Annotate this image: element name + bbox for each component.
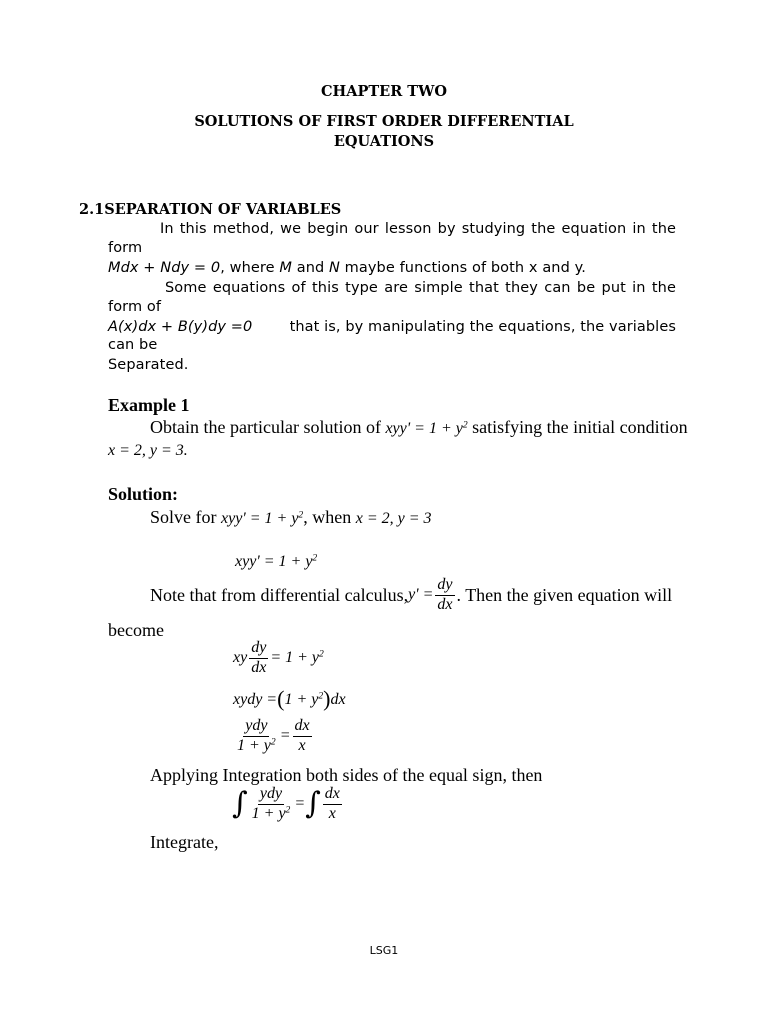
ode-lhs: xyy' = 1 + y bbox=[385, 420, 463, 437]
tail: dx bbox=[330, 691, 346, 708]
integrate-line: Integrate, bbox=[150, 832, 219, 852]
text-fragment: , where bbox=[220, 260, 280, 276]
denominator bbox=[235, 737, 278, 755]
numerator: dy bbox=[249, 640, 268, 659]
numerator: dx bbox=[293, 718, 312, 737]
text-fragment: Obtain the particular solution of bbox=[150, 417, 386, 437]
chapter-heading: CHAPTER TWO bbox=[320, 83, 448, 100]
ode-lhs: xyy' = 1 + y bbox=[235, 553, 313, 570]
rhs: = 1 + y bbox=[270, 649, 320, 667]
initial-condition: x = 2, y = 3. bbox=[108, 442, 188, 459]
dy-dx-fraction bbox=[249, 640, 268, 677]
section-heading bbox=[79, 201, 341, 218]
text-fragment: Note that from differential calculus, bbox=[150, 584, 409, 605]
denominator: x bbox=[328, 804, 336, 822]
section-title: SEPARATION OF VARIABLES bbox=[104, 201, 342, 218]
paren: ) bbox=[323, 686, 331, 711]
equation-axdx-bydy: A(x)dx + B(y)dy =0 bbox=[108, 319, 253, 335]
numerator: dx bbox=[323, 786, 342, 805]
symbol-n: N bbox=[329, 260, 340, 276]
inner: 1 + y bbox=[284, 691, 319, 708]
lhs: xydy = bbox=[233, 691, 278, 708]
exponent: 2 bbox=[319, 648, 324, 660]
equation-3 bbox=[233, 718, 314, 755]
exponent: 2 bbox=[298, 509, 304, 521]
solve-statement bbox=[150, 507, 432, 528]
text-fragment: maybe functions of both x and y. bbox=[339, 260, 586, 276]
exponent: 2 bbox=[312, 552, 318, 564]
solution-heading: Solution: bbox=[108, 484, 179, 504]
paragraph-2-line-5: Separated. bbox=[108, 357, 189, 373]
ydy-fraction bbox=[235, 718, 278, 755]
ode-display bbox=[235, 553, 317, 571]
chapter-title-line-2: EQUATIONS bbox=[333, 133, 435, 150]
chapter-title-line-1: SOLUTIONS OF FIRST ORDER DIFFERENTIAL bbox=[194, 113, 574, 130]
equation-2 bbox=[233, 686, 346, 712]
ydy-fraction bbox=[250, 786, 293, 823]
equals: = bbox=[294, 795, 306, 813]
denominator bbox=[250, 805, 293, 823]
factor-xy: xy bbox=[233, 649, 248, 667]
numerator: dy bbox=[435, 577, 454, 596]
paragraph-2-line-4: can be bbox=[108, 337, 158, 353]
section-number: 2.1 bbox=[79, 201, 105, 218]
note-line bbox=[150, 577, 672, 614]
paragraph-2-line-2: form of bbox=[108, 299, 162, 315]
denominator: x bbox=[298, 736, 306, 754]
page-footer: LSG1 bbox=[369, 944, 399, 957]
equation-4 bbox=[232, 786, 344, 823]
paren: ( bbox=[277, 686, 285, 711]
integral-symbol: ∫ bbox=[305, 786, 321, 822]
numerator: ydy bbox=[258, 786, 284, 805]
paragraph-1-line-1: In this method, we begin our lesson by studying the equation in the bbox=[160, 221, 676, 237]
exponent: 2 bbox=[318, 690, 324, 702]
dx-x-fraction bbox=[293, 718, 312, 755]
text-fragment: , when bbox=[303, 507, 356, 527]
y-prime: y' = bbox=[408, 586, 434, 604]
text-fragment: Solve for bbox=[150, 507, 221, 527]
exponent: 2 bbox=[462, 419, 468, 431]
applying-line: Applying Integration both sides of the equal sign, then bbox=[150, 765, 543, 785]
paragraph-2-line-1: Some equations of this type are simple that they can be put in the bbox=[165, 280, 676, 296]
paragraph-1-line-3 bbox=[108, 260, 586, 276]
symbol-m: M bbox=[279, 260, 292, 276]
equals: = bbox=[279, 727, 291, 745]
integral-symbol: ∫ bbox=[232, 786, 248, 822]
example-statement-line-1 bbox=[150, 417, 688, 438]
ode-expression bbox=[385, 420, 467, 437]
ode-lhs: xyy' = 1 + y bbox=[221, 510, 299, 527]
equation-1 bbox=[233, 640, 324, 677]
example-heading: Example 1 bbox=[108, 395, 190, 415]
text-fragment: satisfying the initial condition bbox=[472, 417, 688, 437]
denominator: dx bbox=[437, 595, 453, 613]
exponent: 2 bbox=[285, 804, 291, 816]
text-fragment: . Then the given equation will bbox=[456, 584, 673, 605]
paragraph-1-line-2: form bbox=[108, 240, 143, 256]
denominator-text: 1 + y bbox=[237, 736, 271, 754]
equation-mdx-ndy: Mdx + Ndy = 0 bbox=[108, 260, 221, 276]
paragraph-2-line-3 bbox=[108, 319, 676, 335]
exponent: 2 bbox=[270, 736, 276, 748]
solve-condition: x = 2, y = 3 bbox=[355, 510, 432, 527]
become-word: become bbox=[108, 620, 164, 640]
text-fragment: that is, by manipulating the equations, the variables bbox=[289, 319, 676, 335]
dy-dx-fraction bbox=[435, 577, 454, 614]
denominator: dx bbox=[251, 658, 267, 676]
numerator: ydy bbox=[243, 718, 269, 737]
text-fragment: and bbox=[292, 260, 329, 276]
dx-x-fraction bbox=[323, 786, 342, 823]
denominator-text: 1 + y bbox=[251, 804, 286, 822]
